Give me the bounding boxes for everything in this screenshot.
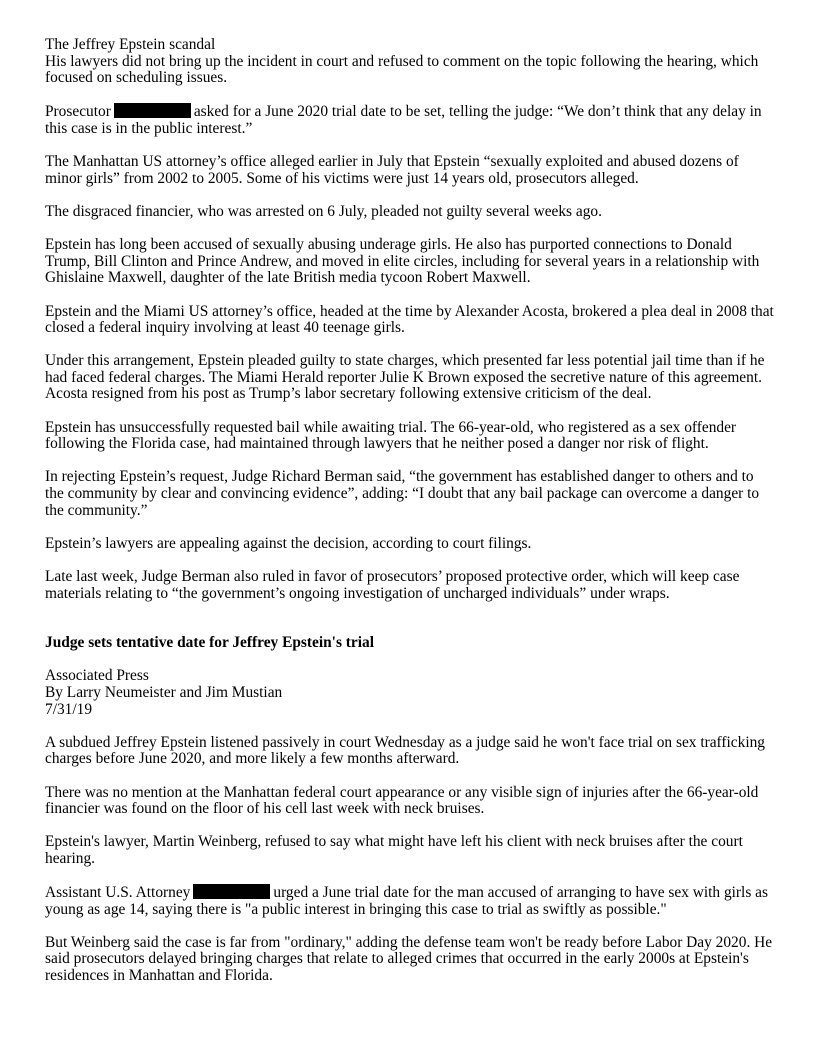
paragraph-text: asked for a June 2020 trial date to be set, telling the judge: “We don’t think that any delay in this case is in the public interest.” — [45, 103, 762, 137]
paragraph-prosecutor — [45, 103, 775, 137]
paragraph: In rejecting Epstein’s request, Judge Richard Berman said, “the government has established danger to others and to the community by clear and convincing evidence”, adding: “I doubt that any bail package can overcome a danger to the community.” — [45, 468, 760, 519]
paragraph: Epstein has long been accused of sexually abusing underage girls. He also has purported connections to Donald Trump, Bill Clinton and Prince Andrew, and moved in elite circles, including for several years in a relationship with Ghislaine Maxwell, daughter of the late British media tycoon Robert Maxwell. — [45, 236, 760, 287]
paragraph-text: urged a June trial date for the man accused of arranging to have sex with girls as young as age 14, saying there is "a public interest in bringing this case to trial as swiftly as possible." — [45, 884, 768, 918]
paragraph: But Weinberg said the case is far from "ordinary," adding the defense team won't be ready before Labor Day 2020. He said prosecutors delayed bringing charges that relate to alleged crimes that occurred in the early 2000s at Epstein's residences in Manhattan and Florida. — [45, 933, 773, 985]
article-byline: By Larry Neumeister and Jim Mustian — [45, 683, 283, 701]
paragraph: The Manhattan US attorney’s office alleged earlier in July that Epstein “sexually exploited and abused dozens of minor girls” from 2002 to 2005. Some of his victims were just 14 years old, prosecutors alleged. — [45, 153, 739, 187]
paragraph-text: Prosecutor — [45, 103, 111, 121]
document-page — [45, 37, 775, 1001]
paragraph: A subdued Jeffrey Epstein listened passively in court Wednesday as a judge said he won't face trial on sex trafficking charges before June 2020, and more likely a few months afterward. — [45, 733, 765, 768]
paragraph: His lawyers did not bring up the incident in court and refused to comment on the topic following the hearing, which focused on scheduling issues. — [45, 52, 759, 87]
paragraph-text: Assistant U.S. Attorney — [45, 884, 191, 902]
paragraph: Epstein and the Miami US attorney’s office, headed at the time by Alexander Acosta, brokered a plea deal in 2008 that closed a federal inquiry involving at least 40 teenage girls. — [45, 302, 774, 337]
article-headline: Judge sets tentative date for Jeffrey Epstein's trial — [45, 634, 374, 652]
article-byline-block — [45, 668, 775, 718]
section1-heading: The Jeffrey Epstein scandal — [45, 36, 216, 53]
paragraph: There was no mention at the Manhattan federal court appearance or any visible sign of injuries after the 66-year-old financier was found on the floor of his cell last week with neck bruises. — [45, 783, 759, 818]
paragraph: Epstein’s lawyers are appealing against the decision, according to court filings. — [45, 534, 532, 552]
redaction-box — [193, 884, 270, 899]
paragraph: Under this arrangement, Epstein pleaded guilty to state charges, which presented far less potential jail time than if he had faced federal charges. The Miami Herald reporter Julie K Brown exposed the secretive nature of this agreement. Acosta resigned from his post as Trump’s labor secretary following extensive criticism of the deal. — [45, 352, 765, 403]
paragraph: The disgraced financier, who was arrested on 6 July, pleaded not guilty several weeks ago. — [45, 202, 602, 220]
paragraph: Epstein has unsuccessfully requested bail while awaiting trial. The 66-year-old, who registered as a sex offender following the Florida case, had maintained through lawyers that he neither posed a danger nor risk of flight. — [45, 418, 737, 453]
section1-intro — [45, 37, 775, 87]
paragraph-assistant-attorney — [45, 884, 775, 918]
redaction-box — [114, 103, 191, 118]
paragraph: Epstein's lawyer, Martin Weinberg, refused to say what might have left his client with neck bruises after the court hearing. — [45, 833, 743, 867]
article-date: 7/31/19 — [45, 700, 93, 718]
article-source: Associated Press — [45, 667, 149, 685]
paragraph: Late last week, Judge Berman also ruled in favor of prosecutors’ proposed protective order, which will keep case materials relating to “the government’s ongoing investigation of uncharged individuals” under wraps. — [45, 568, 740, 602]
